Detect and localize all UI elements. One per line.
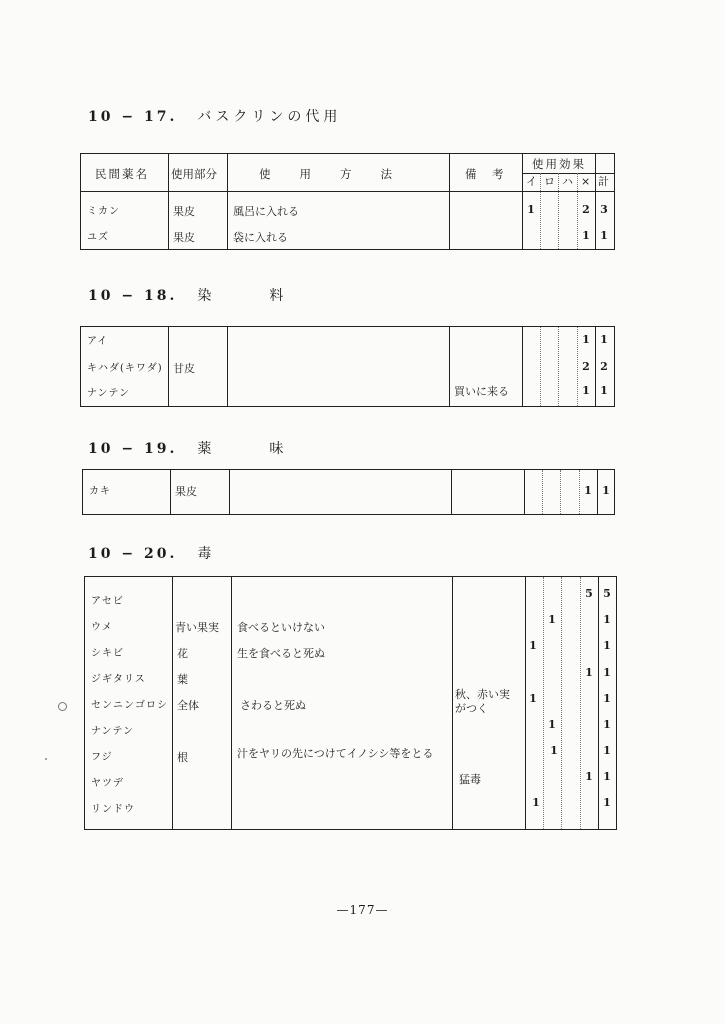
row-total: 2 <box>600 360 608 373</box>
header-i: イ <box>526 175 537 188</box>
row-name: ミカン <box>87 206 120 217</box>
row-ro: 1 <box>548 613 556 626</box>
row-part: 根 <box>177 751 188 764</box>
row-name: ユズ <box>87 232 109 243</box>
section-number: 10 − 18. <box>88 288 178 304</box>
row-method: 生を食べると死ぬ <box>237 647 325 660</box>
header-method: 使 用 方 法 <box>259 167 394 181</box>
row-part: 果皮 <box>173 205 195 218</box>
row-total: 1 <box>603 770 611 783</box>
header-effect: 使用効果 <box>532 157 586 171</box>
row-x: 1 <box>582 229 590 242</box>
header-name: 民間薬名 <box>95 167 149 181</box>
row-x: 1 <box>585 666 593 679</box>
row-method: さわると死ぬ <box>240 699 306 712</box>
section-number: 10 − 19. <box>88 441 178 457</box>
row-total: 1 <box>603 692 611 705</box>
row-method: 食べるといけない <box>237 621 325 634</box>
row-total: 3 <box>600 203 608 216</box>
table-10-18 <box>80 326 615 407</box>
row-x: 5 <box>585 587 593 600</box>
row-total: 1 <box>603 613 611 626</box>
row-part: 青い果実 <box>175 621 219 634</box>
row-total: 1 <box>603 796 611 809</box>
row-name: シキビ <box>91 648 124 659</box>
row-name: ウメ <box>91 622 113 633</box>
row-i: 1 <box>527 203 535 216</box>
row-method: 風呂に入れる <box>233 205 299 218</box>
row-total: 1 <box>603 744 611 757</box>
row-name: リンドウ <box>91 804 135 815</box>
header-part: 使用部分 <box>171 167 217 181</box>
row-part: 果皮 <box>175 485 197 498</box>
row-part: 果皮 <box>173 231 195 244</box>
row-note: がつく <box>455 702 488 715</box>
section-number: 10 − 17. <box>88 109 178 125</box>
row-name: センニンゴロシ <box>91 700 168 711</box>
section-title-10-18 <box>88 285 287 305</box>
header-ro: ロ <box>544 175 555 188</box>
row-total: 1 <box>600 384 608 397</box>
header-total: 計 <box>598 175 609 188</box>
row-total: 1 <box>603 639 611 652</box>
row-x: 1 <box>585 770 593 783</box>
header-x: × <box>581 175 591 188</box>
row-total: 1 <box>603 666 611 679</box>
row-i: 1 <box>532 796 540 809</box>
row-total: 1 <box>600 229 608 242</box>
section-title-10-20 <box>88 543 215 563</box>
row-name: アセビ <box>91 596 124 607</box>
row-name: カキ <box>89 486 111 497</box>
row-part: 葉 <box>177 673 188 686</box>
row-total: 5 <box>603 587 611 600</box>
table-10-19 <box>82 469 615 515</box>
page-number: —177— <box>336 903 389 917</box>
table-10-17 <box>80 153 615 250</box>
row-part: 花 <box>177 647 188 660</box>
row-note: 秋、赤い実 <box>455 688 510 701</box>
row-note: 買いに来る <box>454 385 509 398</box>
row-part: 甘皮 <box>173 362 195 375</box>
row-name: ナンテン <box>91 726 134 737</box>
header-note: 備 考 <box>465 167 506 181</box>
row-total: 1 <box>602 484 610 497</box>
row-i: 1 <box>529 639 537 652</box>
row-ro: 1 <box>548 718 556 731</box>
row-x: 1 <box>582 384 590 397</box>
row-name: ジギタリス <box>91 674 146 685</box>
row-name: キハダ(キワダ) <box>87 363 163 374</box>
scan-speck <box>58 702 67 711</box>
section-name: 染 料 <box>197 288 288 304</box>
row-method: 汁をヤリの先につけてイノシシ等をとる <box>237 747 434 760</box>
row-ro: 1 <box>550 744 558 757</box>
row-total: 1 <box>600 333 608 346</box>
scan-speck <box>45 758 47 760</box>
row-method: 袋に入れる <box>233 231 288 244</box>
row-note: 猛毒 <box>459 773 481 786</box>
row-name: ナンテン <box>87 388 130 399</box>
row-x: 2 <box>582 360 590 373</box>
row-i: 1 <box>529 692 537 705</box>
row-part: 全体 <box>177 699 199 712</box>
row-x: 1 <box>582 333 590 346</box>
row-name: アイ <box>87 336 109 347</box>
row-name: フジ <box>91 752 113 763</box>
section-number: 10 − 20. <box>88 546 178 562</box>
row-x: 1 <box>584 484 592 497</box>
header-ha: ハ <box>562 175 573 188</box>
section-title-10-19 <box>88 438 287 458</box>
table-10-20 <box>84 576 617 830</box>
section-name: 毒 <box>197 546 216 562</box>
section-name: 薬 味 <box>197 441 288 457</box>
section-name: バスクリンの代用 <box>197 109 342 125</box>
row-x: 2 <box>582 203 590 216</box>
section-title-10-17 <box>88 106 341 126</box>
row-total: 1 <box>603 718 611 731</box>
row-name: ヤツデ <box>91 778 124 789</box>
